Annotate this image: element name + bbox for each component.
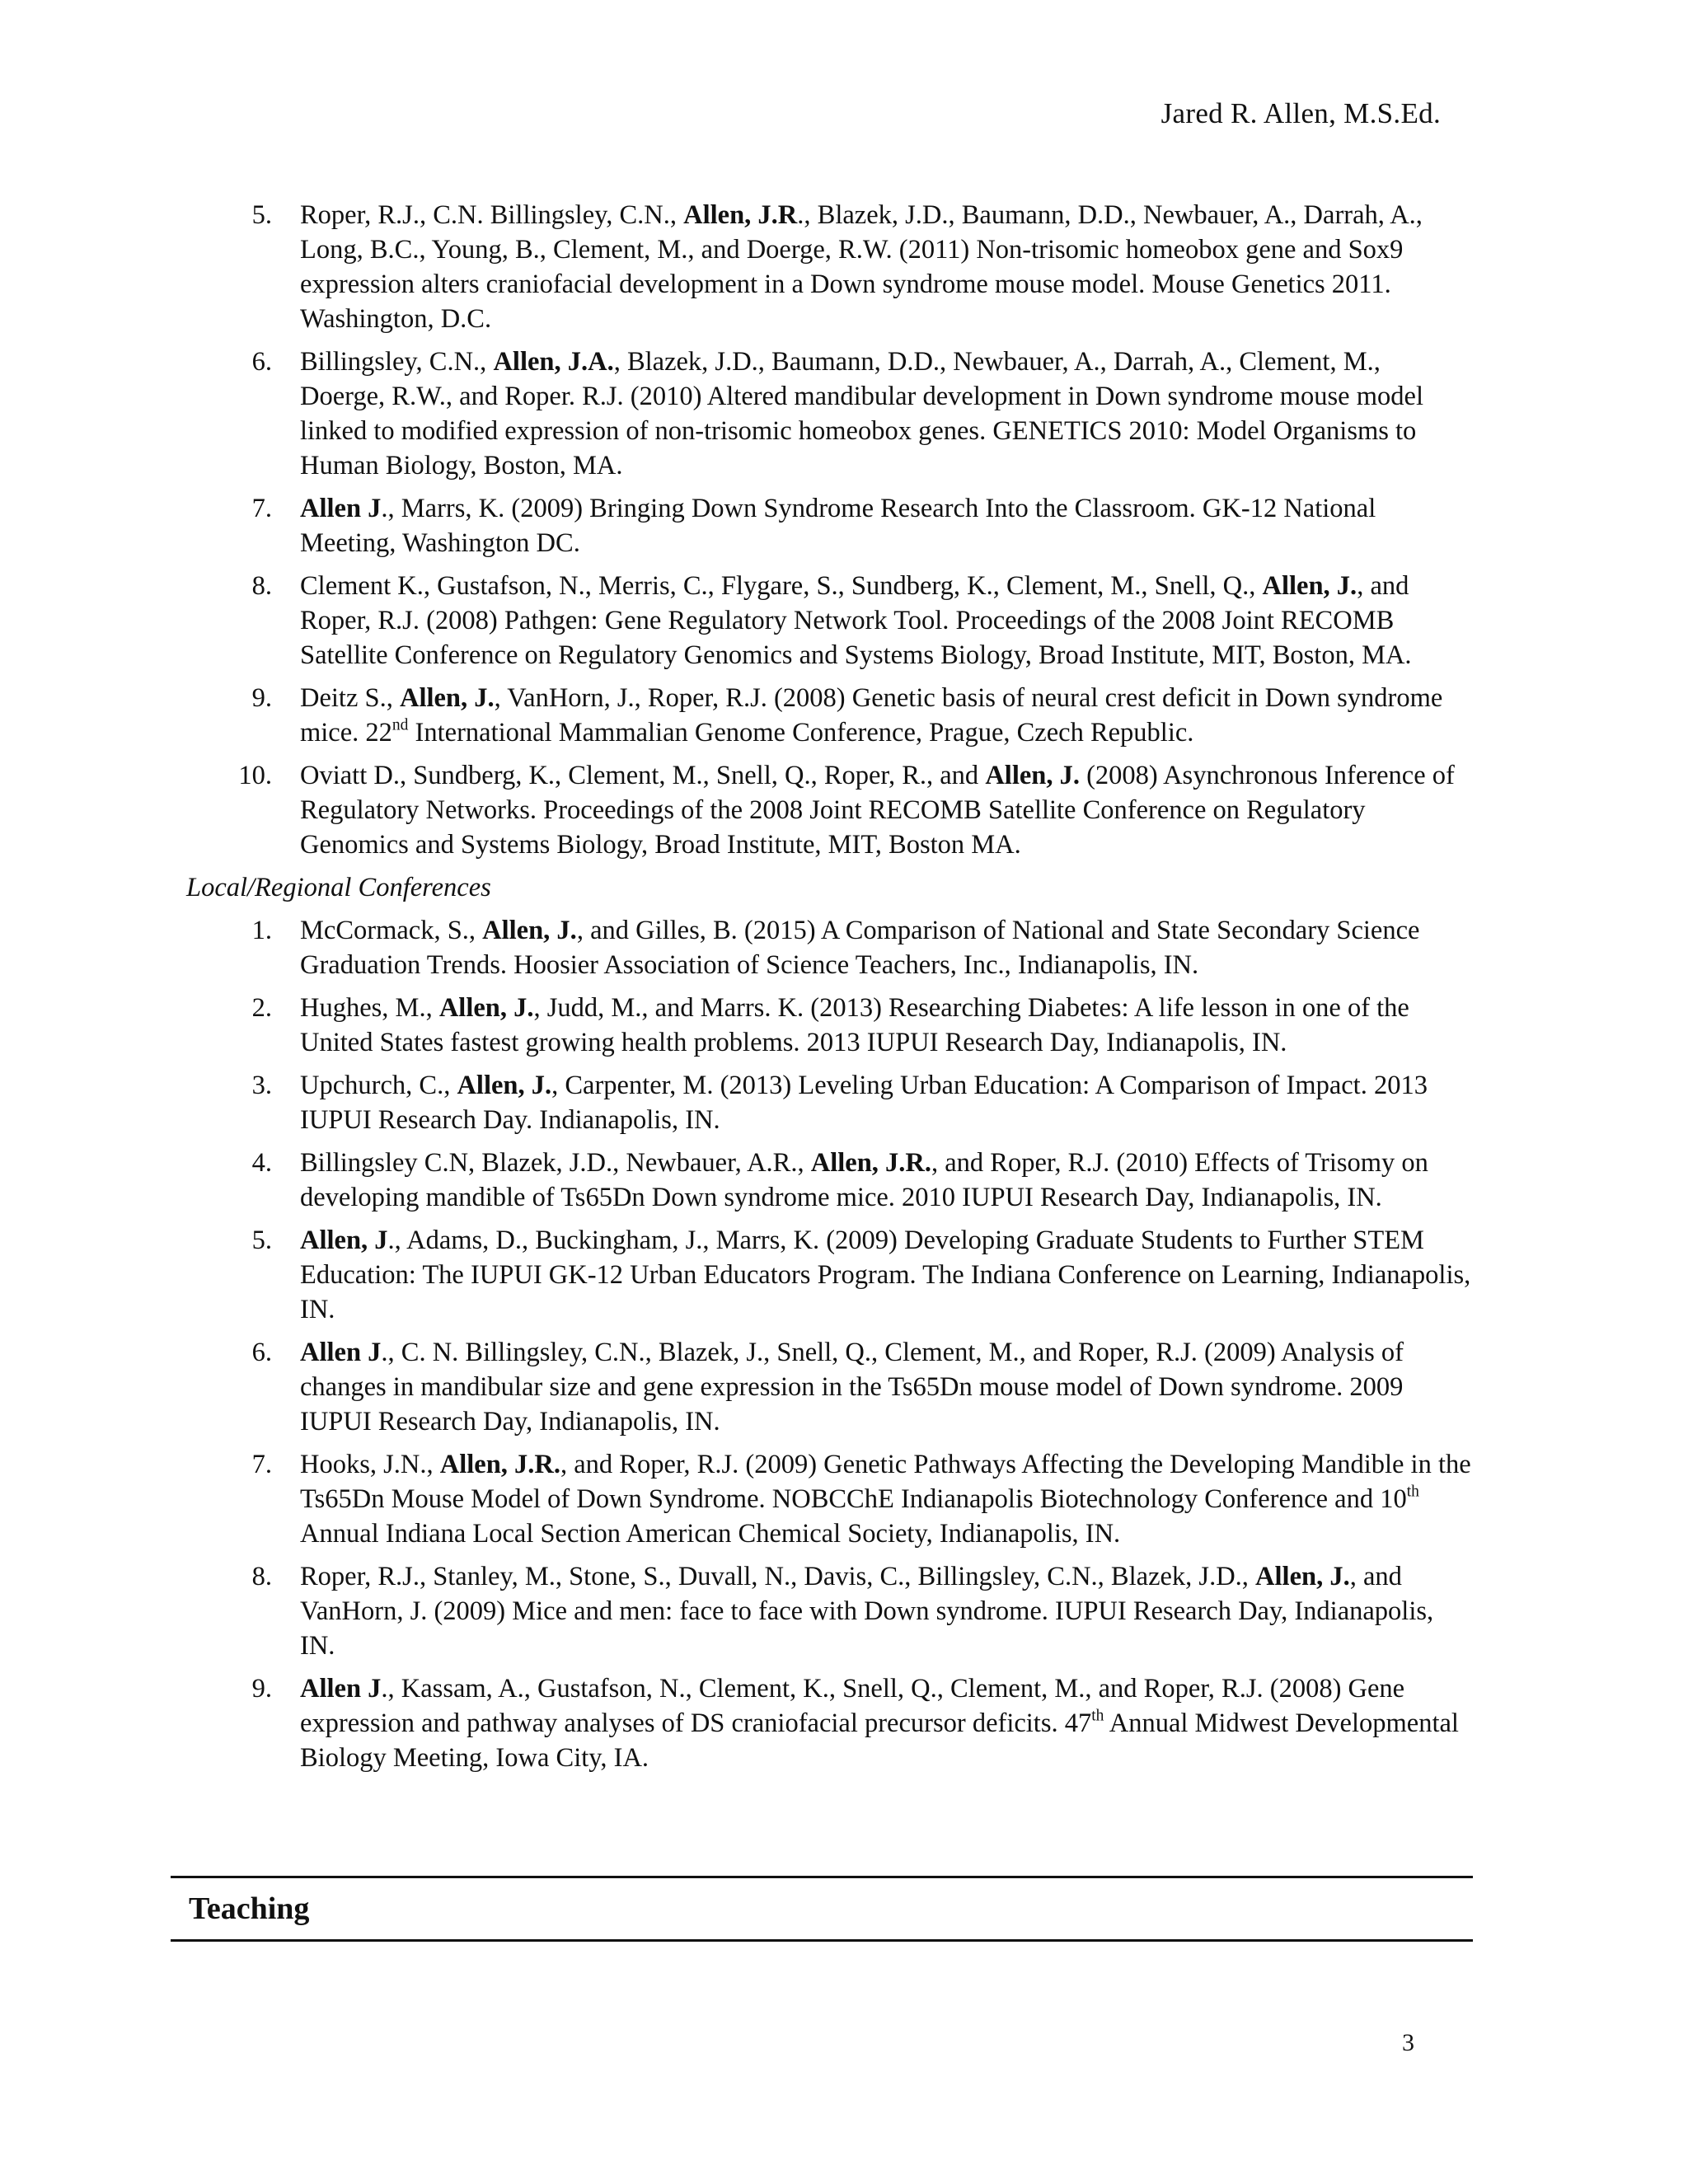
reference-details: , Judd, M., and Marrs. K. (2013) Researching Diabetes: A life lesson in one of the United States fastest growing health problems. 2013 IUPUI Research Day, Indianapolis, IN.	[300, 993, 1409, 1057]
reference-details: , and Roper, R.J. (2008) Pathgen: Gene Regulatory Network Tool. Proceedings of the 2008 Joint RECOMB Satellite Conference on Regulatory Genomics and Systems Biology, Broad Institute, MIT, Boston, MA.	[300, 571, 1412, 670]
reference-self-author: Allen, J.	[1255, 1562, 1350, 1591]
reference-details: ., Marrs, K. (2009) Bringing Down Syndrome Research Into the Classroom. GK-12 National Meeting, Washington DC.	[300, 494, 1376, 558]
reference-details: , and Gilles, B. (2015) A Comparison of National and State Secondary Science Graduation Trends. Hoosier Association of Science Teachers, Inc., Indianapolis, IN.	[300, 916, 1420, 980]
reference-number: 7.	[251, 494, 272, 523]
reference-item	[186, 913, 1472, 982]
page-header-name: Jared R. Allen, M.S.Ed.	[1160, 97, 1441, 129]
reference-number: 1.	[251, 916, 272, 945]
ordinal-suffix: th	[1406, 1483, 1419, 1501]
reference-number: 2.	[251, 993, 272, 1023]
reference-number: 7.	[251, 1450, 272, 1479]
reference-number: 10.	[238, 761, 272, 790]
reference-item	[186, 491, 1472, 560]
reference-authors-before: Upchurch, C.,	[300, 1071, 457, 1100]
reference-authors-before: Hooks, J.N.,	[300, 1450, 440, 1479]
reference-item	[186, 1447, 1472, 1551]
reference-item	[186, 1146, 1472, 1215]
reference-details-continued: Annual Indiana Local Section American Chemical Society, Indianapolis, IN.	[300, 1519, 1121, 1549]
reference-authors-before: Hughes, M.,	[300, 993, 439, 1023]
reference-authors-before: McCormack, S.,	[300, 916, 483, 945]
reference-details: , and Roper, R.J. (2010) Effects of Trisomy on developing mandible of Ts65Dn Down syndrome mice. 2010 IUPUI Research Day, Indianapolis, IN.	[300, 1148, 1428, 1212]
reference-self-author: Allen, J.R.	[439, 1450, 560, 1479]
reference-number: 9.	[251, 683, 272, 713]
reference-number: 9.	[251, 1674, 272, 1704]
reference-details-continued: International Mammalian Genome Conference, Prague, Czech Republic.	[408, 718, 1194, 748]
page-number: 3	[1402, 2029, 1414, 2056]
reference-self-author: Allen J	[300, 494, 382, 523]
reference-details: ., Blazek, J.D., Baumann, D.D., Newbauer, A., Darrah, A., Long, B.C., Young, B., Clement, M., and Doerge, R.W. (2011) Non-trisomic homeobox gene and Sox9 expression alters craniofacial development in a Down syndrome mouse model. Mouse Genetics 2011. Washington, D.C.	[300, 200, 1423, 334]
local-conferences-heading: Local/Regional Conferences	[186, 873, 491, 902]
reference-number: 5.	[251, 200, 272, 230]
reference-item	[186, 569, 1472, 673]
reference-number: 6.	[251, 347, 272, 377]
reference-authors-before: Billingsley C.N, Blazek, J.D., Newbauer, A.R.,	[300, 1148, 811, 1178]
reference-self-author: Allen, J.R.	[810, 1148, 931, 1178]
national-conference-list	[186, 198, 1472, 862]
reference-authors-before: Billingsley, C.N.,	[300, 347, 494, 377]
reference-details: , and VanHorn, J. (2009) Mice and men: face to face with Down syndrome. IUPUI Research Day, Indianapolis, IN.	[300, 1562, 1434, 1661]
reference-details: ., Adams, D., Buckingham, J., Marrs, K. (2009) Developing Graduate Students to Further STEM Education: The IUPUI GK-12 Urban Educators Program. The Indiana Conference on Learning, Indianapolis, IN.	[300, 1226, 1471, 1324]
reference-number: 3.	[251, 1071, 272, 1100]
reference-number: 8.	[251, 571, 272, 601]
reference-details: (2008) Asynchronous Inference of Regulatory Networks. Proceedings of the 2008 Joint RECOMB Satellite Conference on Regulatory Genomics and Systems Biology, Broad Institute, MIT, Boston MA.	[300, 761, 1455, 860]
reference-item	[186, 1671, 1472, 1775]
reference-self-author: Allen, J.	[1262, 571, 1357, 601]
teaching-section-title: Teaching	[189, 1891, 310, 1926]
reference-self-author: Allen, J.	[399, 683, 495, 713]
reference-number: 8.	[251, 1562, 272, 1591]
reference-details: , Carpenter, M. (2013) Leveling Urban Education: A Comparison of Impact. 2013 IUPUI Research Day. Indianapolis, IN.	[300, 1071, 1428, 1135]
reference-item	[186, 198, 1472, 336]
reference-authors-before: Roper, R.J., Stanley, M., Stone, S., Duvall, N., Davis, C., Billingsley, C.N., Blazek, J.D.,	[300, 1562, 1256, 1591]
reference-item	[186, 1068, 1472, 1137]
reference-details-continued: Annual Midwest Developmental Biology Meeting, Iowa City, IA.	[300, 1708, 1459, 1773]
reference-details: , VanHorn, J., Roper, R.J. (2008) Genetic basis of neural crest deficit in Down syndrome mice. 22	[300, 683, 1443, 748]
reference-authors-before: Clement K., Gustafson, N., Merris, C., Flygare, S., Sundberg, K., Clement, M., Snell, Q.,	[300, 571, 1263, 601]
reference-details: ., C. N. Billingsley, C.N., Blazek, J., Snell, Q., Clement, M., and Roper, R.J. (2009) Analysis of changes in mandibular size and gene expression in the Ts65Dn mouse model of Down syndrome. 2009 IUPUI Research Day, Indianapolis, IN.	[300, 1338, 1404, 1436]
reference-authors-before: Roper, R.J., C.N. Billingsley, C.N.,	[300, 200, 684, 230]
reference-item	[186, 1335, 1472, 1439]
reference-details: , Blazek, J.D., Baumann, D.D., Newbauer, A., Darrah, A., Clement, M., Doerge, R.W., and Roper. R.J. (2010) Altered mandibular development in Down syndrome mouse model linked to modified expression of non-trisomic homeobox genes. GENETICS 2010: Model Organisms to Human Biology, Boston, MA.	[300, 347, 1423, 480]
reference-item	[186, 1223, 1472, 1327]
reference-self-author: Allen J	[300, 1674, 382, 1704]
reference-self-author: Allen, J.	[482, 916, 577, 945]
reference-number: 6.	[251, 1338, 272, 1367]
ordinal-suffix: th	[1091, 1707, 1104, 1725]
local-conference-list	[186, 913, 1472, 1775]
publications-content	[186, 198, 1472, 1783]
reference-item	[186, 344, 1472, 483]
reference-self-author: Allen, J.R	[683, 200, 798, 230]
ordinal-suffix: nd	[392, 716, 409, 734]
reference-details: , and Roper, R.J. (2009) Genetic Pathways Affecting the Developing Mandible in the Ts65Dn Mouse Model of Down Syndrome. NOBCChE Indianapolis Biotechnology Conference and 10	[300, 1450, 1471, 1514]
reference-item	[186, 681, 1472, 750]
reference-item	[186, 991, 1472, 1060]
reference-self-author: Allen, J.	[457, 1071, 552, 1100]
reference-details: ., Kassam, A., Gustafson, N., Clement, K., Snell, Q., Clement, M., and Roper, R.J. (2008) Gene expression and pathway analyses of DS craniofacial precursor deficits. 47	[300, 1674, 1405, 1738]
reference-self-author: Allen, J.A.	[493, 347, 614, 377]
reference-authors-before: Oviatt D., Sundberg, K., Clement, M., Snell, Q., Roper, R., and	[300, 761, 986, 790]
reference-self-author: Allen, J	[300, 1226, 388, 1255]
reference-number: 4.	[251, 1148, 272, 1178]
reference-self-author: Allen J	[300, 1338, 382, 1367]
reference-authors-before: Deitz S.,	[300, 683, 400, 713]
reference-item	[186, 758, 1472, 862]
teaching-section-header	[171, 1876, 1473, 1942]
reference-self-author: Allen, J.	[985, 761, 1080, 790]
reference-number: 5.	[251, 1226, 272, 1255]
reference-self-author: Allen, J.	[438, 993, 534, 1023]
reference-item	[186, 1559, 1472, 1663]
